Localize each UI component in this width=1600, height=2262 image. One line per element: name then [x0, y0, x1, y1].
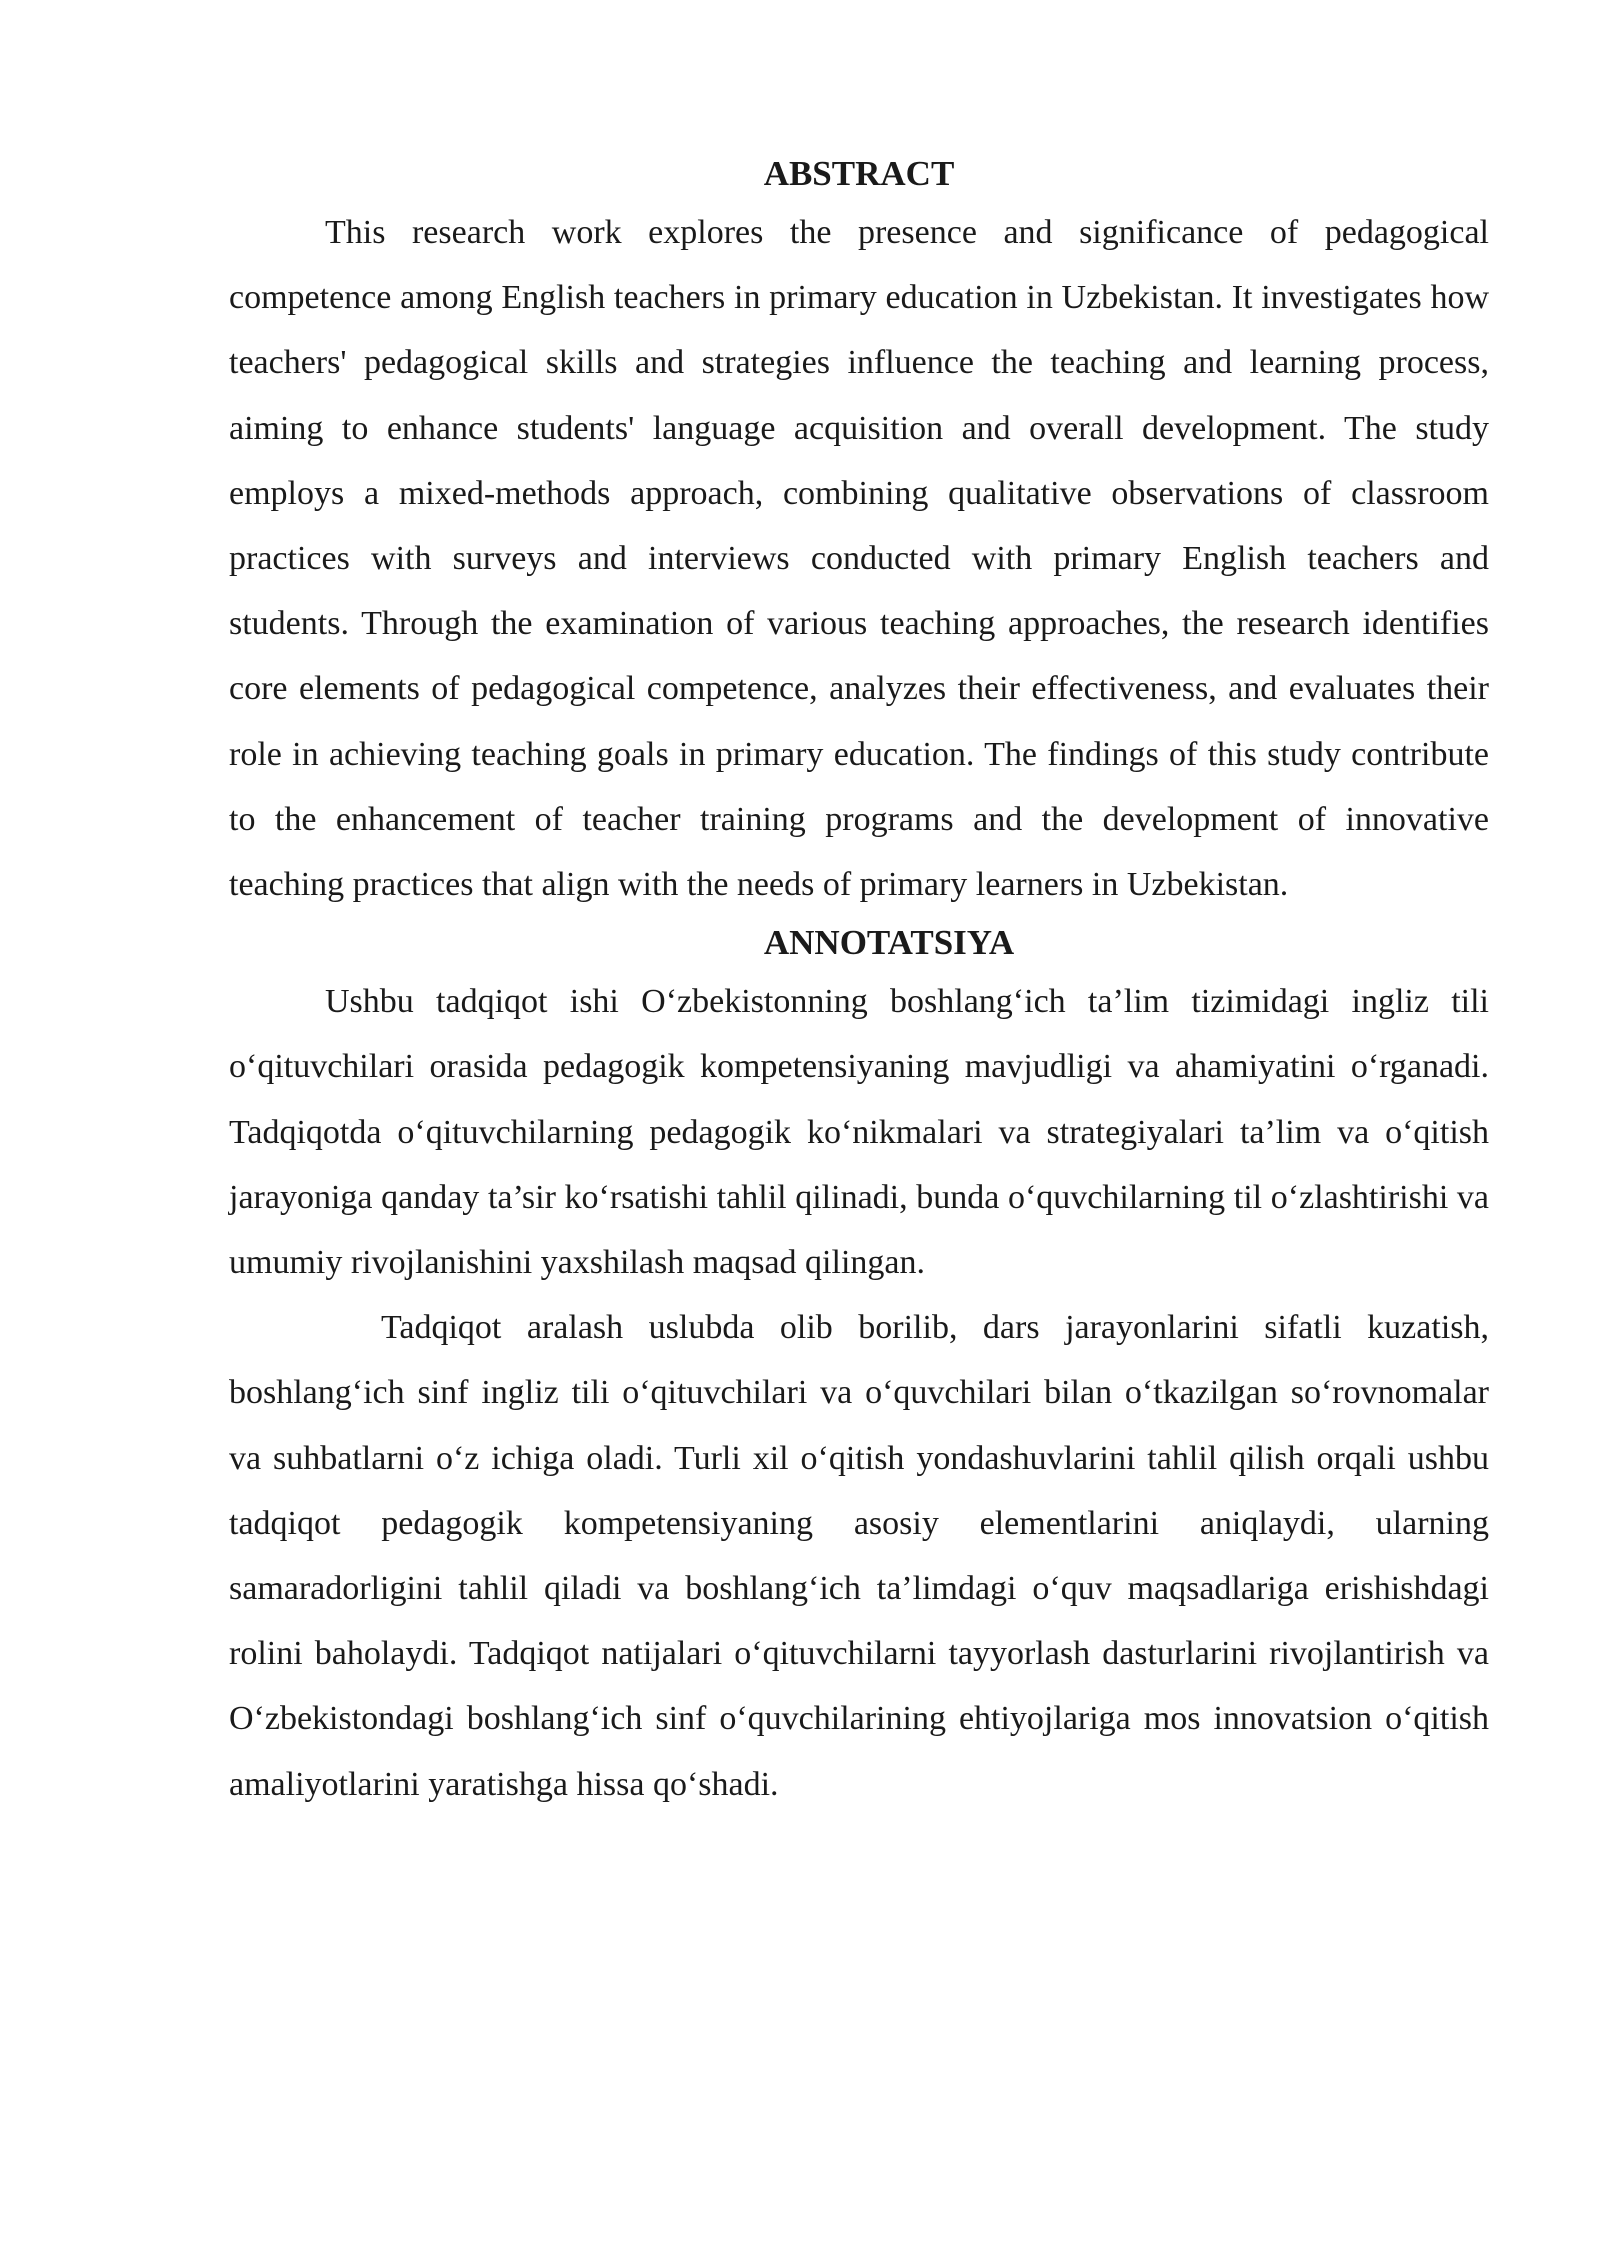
abstract-paragraph: This research work explores the presence and significance of pedagogical competence among English teachers in primary education in Uzbekistan. It investigates how teachers' pedagogical skills and strategies influence the teaching and learning process, aiming to enhance students' language acquisition and overall development. The study employs a mixed-methods approach, combining qualitative observations of classroom practices with surveys and interviews conducted with primary English teachers and students. Through the examination of various teaching approaches, the research identifies core elements of pedagogical competence, analyzes their effectiveness, and evaluates their role in achieving teaching goals in primary education. The findings of this study contribute to the enhancement of teacher training programs and the development of innovative teaching practices that align with the needs of primary learners in Uzbekistan.: [229, 214, 1489, 904]
annotatsiya-heading: ANNOTATSIYA: [763, 923, 1015, 963]
abstract-heading: ABSTRACT: [763, 154, 955, 193]
annotatsiya-paragraph-2: Tadqiqot aralash uslubda olib borilib, dars jarayonlarini sifatli kuzatish, boshlang‘ich sinf ingliz tili o‘qituvchilari va o‘quvchilari bilan o‘tkazilgan so‘rovnomalar va suhbatlarni o‘z ichiga oladi. Turli xil o‘qitish yondashuvlarini tahlil qilish orqali ushbu tadqiqot pedagogik kompetensiyaning asosiy elementlarini aniqlaydi, ularning samaradorligini tahlil qiladi va boshlang‘ich ta’limdagi o‘quv maqsadlariga erishishdagi rolini baholaydi. Tadqiqot natijalari o‘qituvchilarni tayyorlash dasturlarini rivojlantirish va O‘zbekistondagi boshlang‘ich sinf o‘quvchilarining ehtiyojlariga mos innovatsion o‘qitish amaliyotlarini yaratishga hissa qo‘shadi.: [229, 1309, 1489, 1803]
document-page: [229, 148, 1489, 1817]
annotatsiya-paragraph-1: Ushbu tadqiqot ishi O‘zbekistonning boshlang‘ich ta’lim tizimidagi ingliz tili o‘qituvchilari orasida pedagogik kompetensiyaning mavjudligi va ahamiyatini o‘rganadi. Tadqiqotda o‘qituvchilarning pedagogik ko‘nikmalari va strategiyalari ta’lim va o‘qitish jarayoniga qanday ta’sir ko‘rsatishi tahlil qilinadi, bunda o‘quvchilarning til o‘zlashtirishi va umumiy rivojlanishini yaxshilash maqsad qilingan.: [229, 983, 1489, 1282]
